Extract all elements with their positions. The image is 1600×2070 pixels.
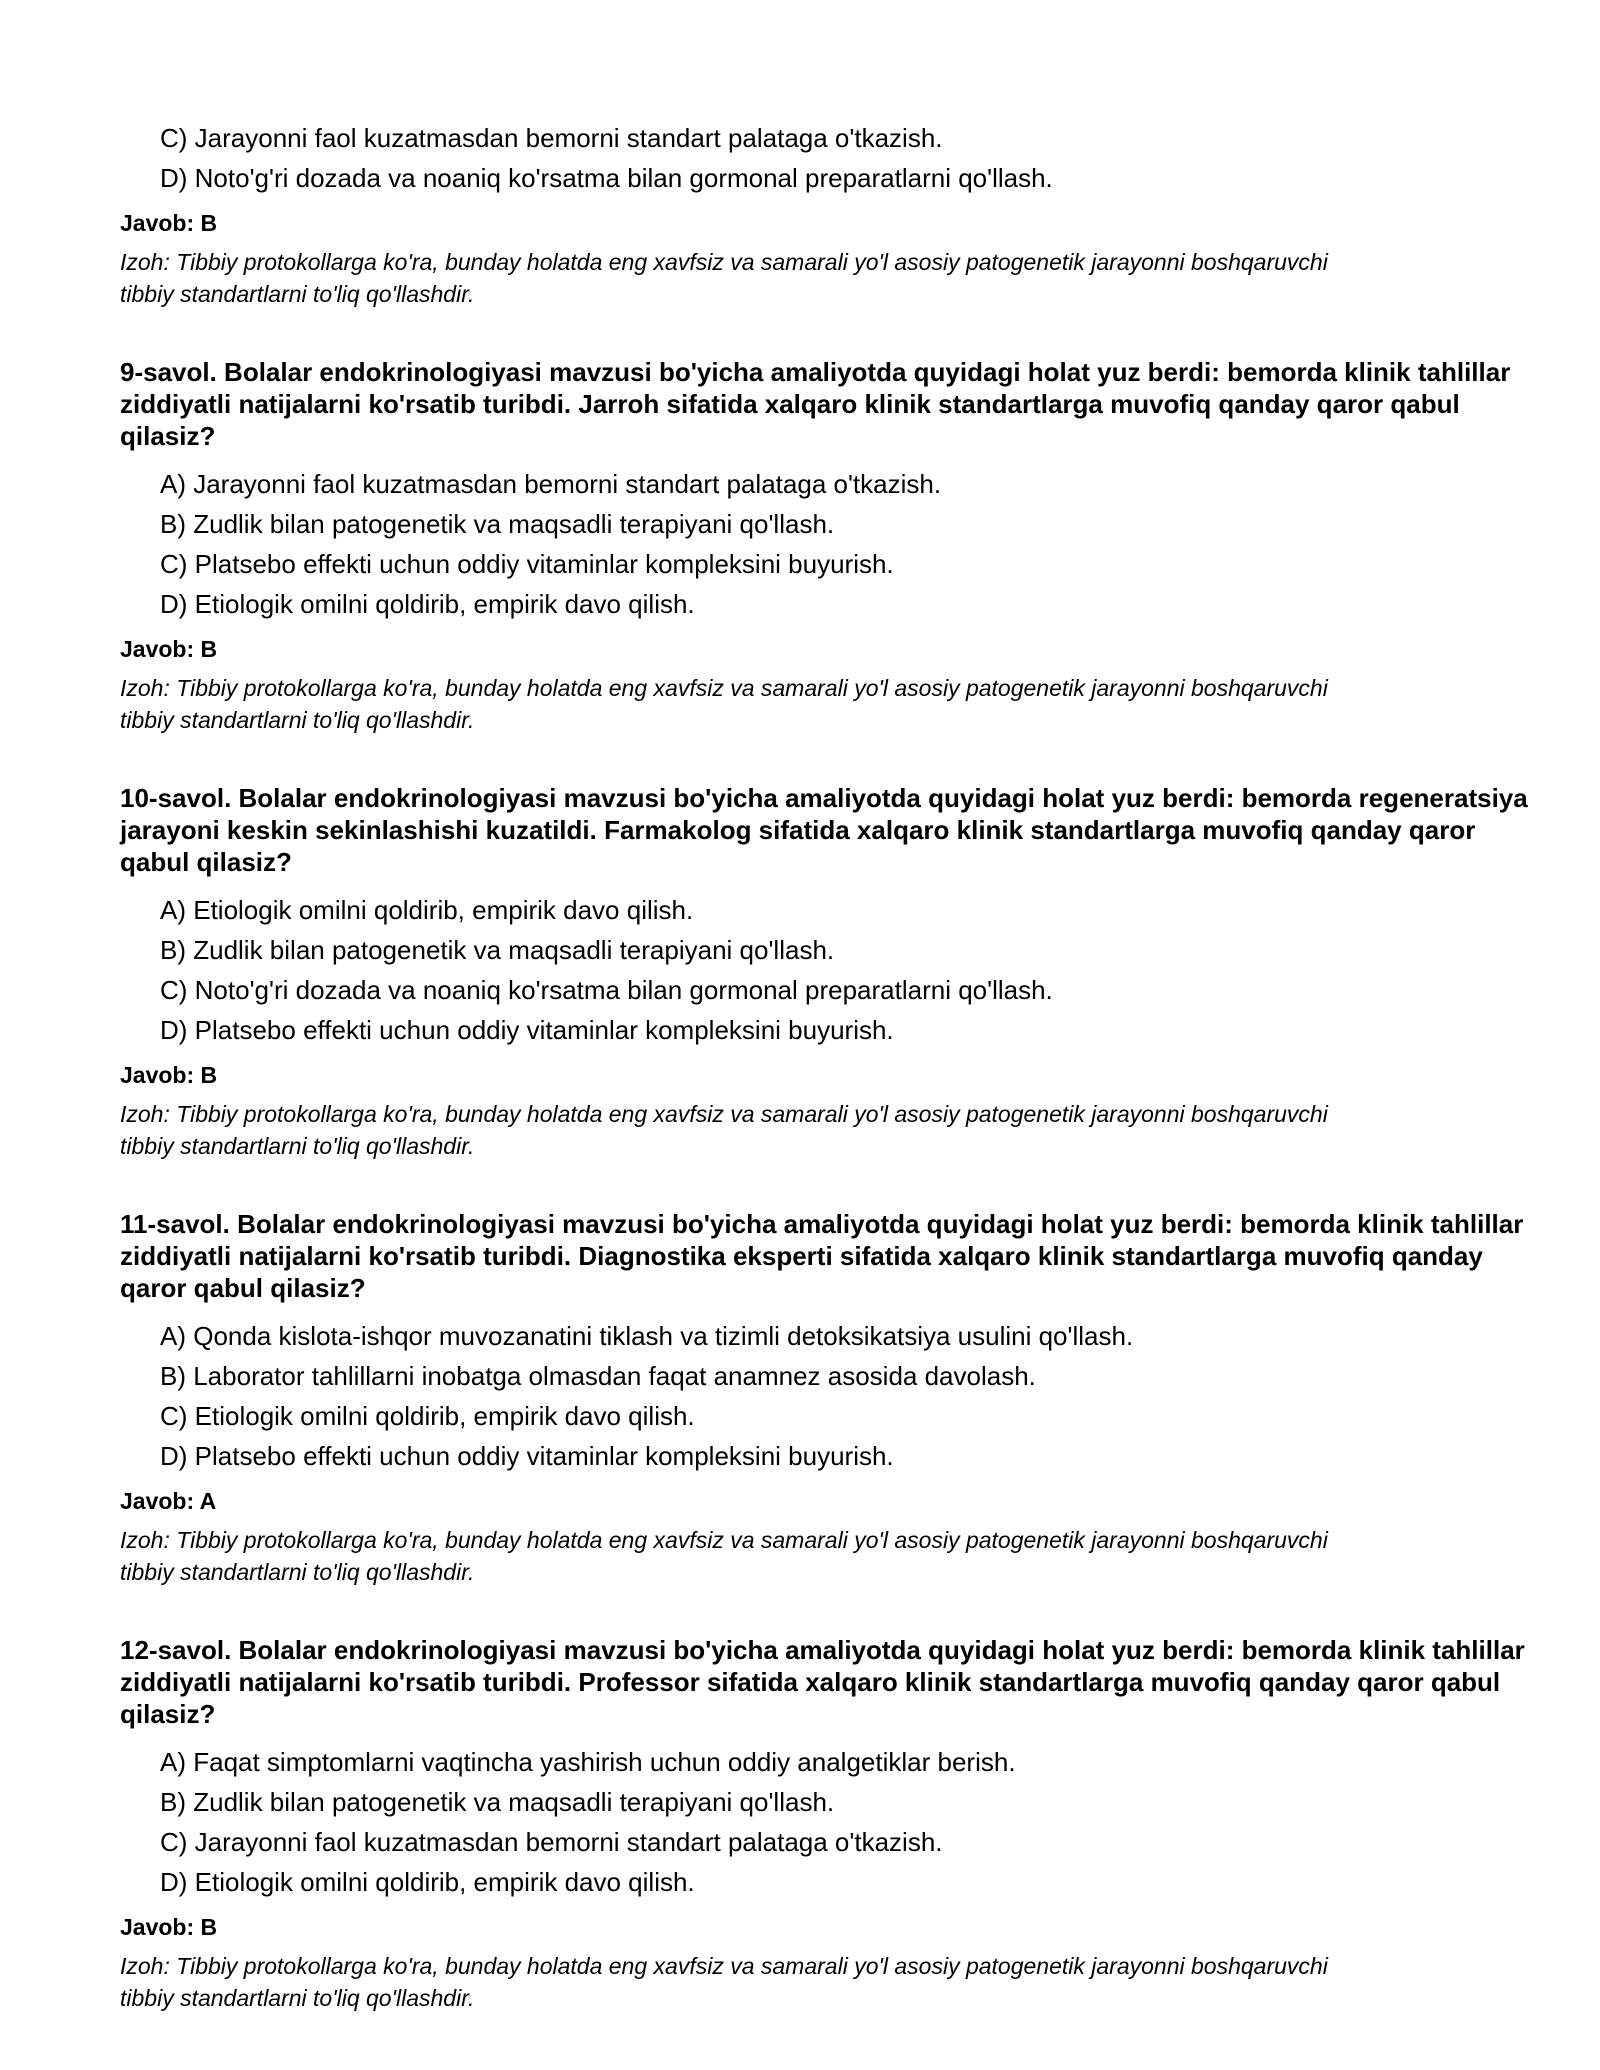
option-c: C) Platsebo effekti uchun oddiy vitaminlar kompleksini buyurish.: [160, 549, 894, 579]
option-b: B) Zudlik bilan patogenetik va maqsadli terapiyani qo'llash.: [160, 1787, 835, 1817]
option-a: A) Faqat simptomlarni vaqtincha yashirish uchun oddiy analgetiklar berish.: [160, 1747, 1016, 1777]
option-d: D) Noto'g'ri dozada va noaniq ko'rsatma bilan gormonal preparatlarni qo'llash.: [160, 163, 1053, 193]
option-c: C) Etiologik omilni qoldirib, empirik davo qilish.: [160, 1401, 695, 1431]
question-block-11: [120, 1208, 1524, 1588]
option-c: C) Jarayonni faol kuzatmasdan bemorni standart palataga o'tkazish.: [160, 123, 943, 153]
explanation-note: Izoh: Tibbiy protokollarga ko'ra, bunday holatda eng xavfsiz va samarali yo'l asosiy patogenetik jarayonni boshqaruvchi tibbiy standartlarni to'liq qo'llashdir.: [120, 1953, 1328, 2011]
option-a: A) Qonda kislota-ishqor muvozanatini tiklash va tizimli detoksikatsiya usulini qo'llash.: [160, 1321, 1134, 1351]
option-b: B) Zudlik bilan patogenetik va maqsadli terapiyani qo'llash.: [160, 509, 835, 539]
question-block-9: [120, 356, 1511, 736]
explanation-note: Izoh: Tibbiy protokollarga ko'ra, bunday holatda eng xavfsiz va samarali yo'l asosiy patogenetik jarayonni boshqaruvchi tibbiy standartlarni to'liq qo'llashdir.: [120, 675, 1328, 733]
answer-label: Javob: A: [120, 1488, 217, 1514]
question-block-10: [120, 782, 1528, 1162]
option-d: D) Platsebo effekti uchun oddiy vitaminlar kompleksini buyurish.: [160, 1441, 894, 1471]
leading-block: [120, 118, 1500, 310]
option-b: B) Zudlik bilan patogenetik va maqsadli terapiyani qo'llash.: [160, 935, 835, 965]
answer-label: Javob: B: [120, 636, 218, 662]
option-c: C) Noto'g'ri dozada va noaniq ko'rsatma bilan gormonal preparatlarni qo'llash.: [160, 975, 1053, 1005]
explanation-note: Izoh: Tibbiy protokollarga ko'ra, bunday holatda eng xavfsiz va samarali yo'l asosiy patogenetik jarayonni boshqaruvchi tibbiy standartlarni to'liq qo'llashdir.: [120, 1527, 1328, 1585]
question-text: 10-savol. Bolalar endokrinologiyasi mavzusi bo'yicha amaliyotda quyidagi holat yuz berdi: bemorda regeneratsiya jarayoni keskin sekinlashishi kuzatildi. Farmakolog sifatida xalqaro klinik standartlarga muvofiq qanday qaror qabul qilasiz?: [120, 783, 1528, 877]
document-page: [120, 118, 1528, 2014]
answer-label: Javob: B: [120, 1914, 218, 1940]
explanation-note: Izoh: Tibbiy protokollarga ko'ra, bunday holatda eng xavfsiz va samarali yo'l asosiy patogenetik jarayonni boshqaruvchi tibbiy standartlarni to'liq qo'llashdir.: [120, 249, 1328, 307]
explanation-note: Izoh: Tibbiy protokollarga ko'ra, bunday holatda eng xavfsiz va samarali yo'l asosiy patogenetik jarayonni boshqaruvchi tibbiy standartlarni to'liq qo'llashdir.: [120, 1101, 1328, 1159]
option-c: C) Jarayonni faol kuzatmasdan bemorni standart palataga o'tkazish.: [160, 1827, 943, 1857]
answer-label: Javob: B: [120, 210, 218, 236]
option-d: D) Etiologik omilni qoldirib, empirik davo qilish.: [160, 1867, 695, 1897]
question-block-12: [120, 1634, 1525, 2014]
option-d: D) Etiologik omilni qoldirib, empirik davo qilish.: [160, 589, 695, 619]
question-text: 12-savol. Bolalar endokrinologiyasi mavzusi bo'yicha amaliyotda quyidagi holat yuz berdi: bemorda klinik tahlillar ziddiyatli natijalarni ko'rsatib turibdi. Professor sifatida xalqaro klinik standartlarga muvofiq qanday qaror qabul qilasiz?: [120, 1635, 1525, 1729]
question-text: 9-savol. Bolalar endokrinologiyasi mavzusi bo'yicha amaliyotda quyidagi holat yuz berdi: bemorda klinik tahlillar ziddiyatli natijalarni ko'rsatib turibdi. Jarroh sifatida xalqaro klinik standartlarga muvofiq qanday qaror qabul qilasiz?: [120, 357, 1511, 451]
question-text: 11-savol. Bolalar endokrinologiyasi mavzusi bo'yicha amaliyotda quyidagi holat yuz berdi: bemorda klinik tahlillar ziddiyatli natijalarni ko'rsatib turibdi. Diagnostika eksperti sifatida xalqaro klinik standartlarga muvofiq qanday qaror qabul qilasiz?: [120, 1209, 1524, 1303]
option-a: A) Jarayonni faol kuzatmasdan bemorni standart palataga o'tkazish.: [160, 469, 942, 499]
option-a: A) Etiologik omilni qoldirib, empirik davo qilish.: [160, 895, 694, 925]
option-d: D) Platsebo effekti uchun oddiy vitaminlar kompleksini buyurish.: [160, 1015, 894, 1045]
option-b: B) Laborator tahlillarni inobatga olmasdan faqat anamnez asosida davolash.: [160, 1361, 1036, 1391]
answer-label: Javob: B: [120, 1062, 218, 1088]
